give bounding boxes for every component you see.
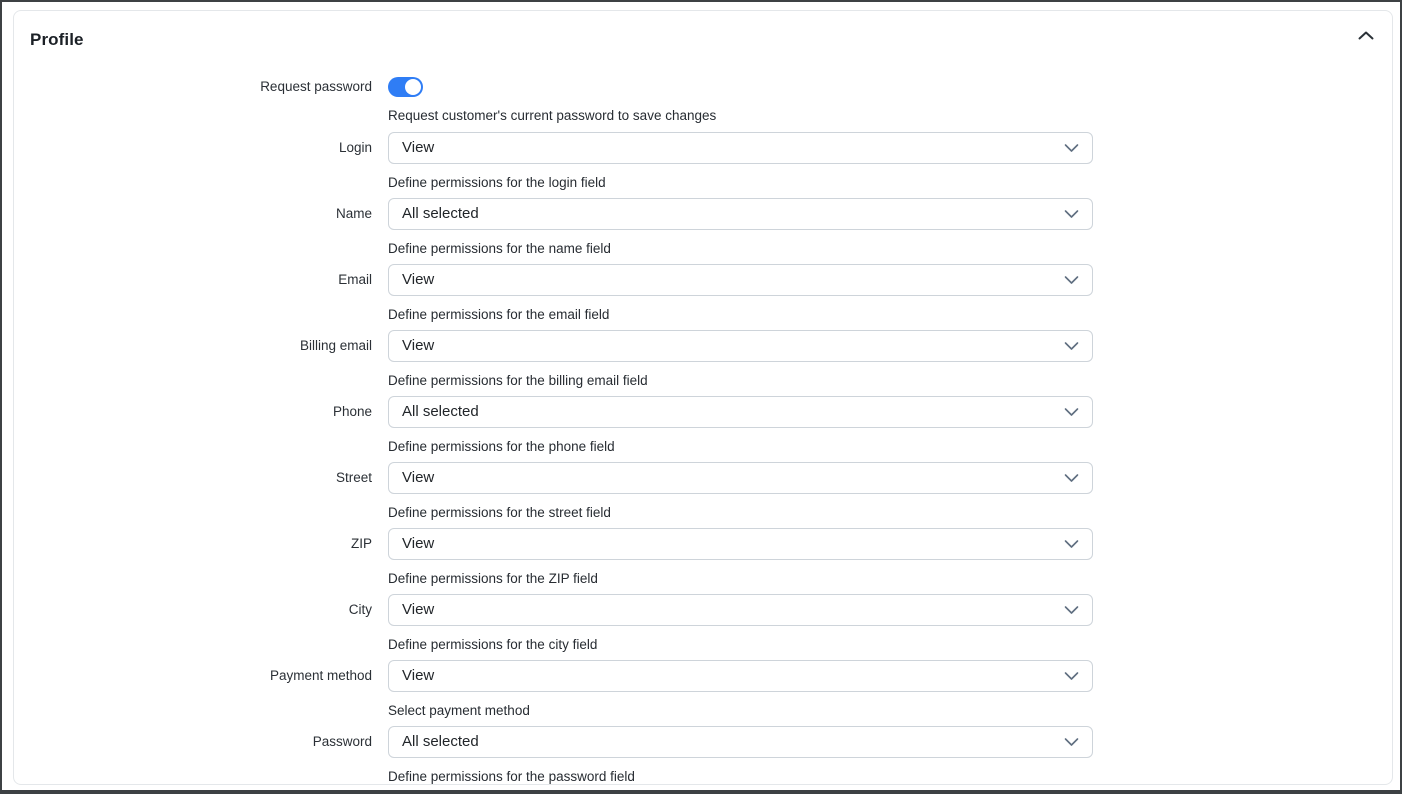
field-rows [14,132,1392,785]
select-email[interactable] [388,264,1093,296]
field-help: Define permissions for the city field [388,637,598,652]
select-value: All selected [402,403,479,420]
field-label: Billing email [299,338,372,353]
select-login[interactable] [388,132,1093,164]
select-value: View [402,271,435,288]
select-payment-method[interactable] [388,660,1093,692]
field-help: Define permissions for the phone field [388,439,615,454]
toggle-knob [405,79,421,95]
chevron-down-icon [1064,341,1079,351]
chevron-down-icon [1064,539,1079,549]
select-value: View [402,667,435,684]
profile-panel [13,10,1393,785]
select-name[interactable] [388,198,1093,230]
collapse-panel-button[interactable] [1356,28,1376,43]
field-row [14,264,1392,323]
select-value: View [402,337,435,354]
select-password[interactable] [388,726,1093,758]
panel-header [14,11,1392,50]
chevron-down-icon [1064,407,1079,417]
field-row [14,396,1392,455]
select-billing-email[interactable] [388,330,1093,362]
field-help: Define permissions for the password field [388,769,635,784]
request-password-row [14,77,1392,124]
field-label: Password [312,734,372,749]
chevron-down-icon [1064,275,1079,285]
field-help: Define permissions for the street field [388,505,611,520]
field-row [14,594,1392,653]
request-password-help: Request customer's current password to save changes [388,108,717,123]
chevron-down-icon [1064,737,1079,747]
chevron-down-icon [1064,671,1079,681]
field-help: Select payment method [388,703,530,718]
field-row [14,330,1392,389]
field-label: Street [335,470,372,485]
select-value: All selected [402,733,479,750]
select-value: View [402,139,435,156]
field-row [14,528,1392,587]
field-row [14,660,1392,719]
field-help: Define permissions for the ZIP field [388,571,598,586]
select-value: View [402,535,435,552]
chevron-down-icon [1064,209,1079,219]
field-help: Define permissions for the login field [388,175,606,190]
field-label: ZIP [350,536,372,551]
chevron-down-icon [1064,143,1079,153]
select-value: View [402,601,435,618]
field-help: Define permissions for the name field [388,241,611,256]
field-help: Define permissions for the email field [388,307,610,322]
chevron-up-icon [1358,29,1374,44]
field-label: Phone [332,404,372,419]
field-help: Define permissions for the billing email field [388,373,648,388]
field-row [14,462,1392,521]
select-value: All selected [402,205,479,222]
chevron-down-icon [1064,473,1079,483]
panel-title: Profile [30,30,84,49]
field-label: City [348,602,372,617]
request-password-label: Request password [260,79,372,94]
field-label: Login [338,140,372,155]
field-label: Name [335,206,372,221]
field-label: Payment method [269,668,372,683]
field-row [14,198,1392,257]
select-zip[interactable] [388,528,1093,560]
field-row [14,132,1392,191]
select-phone[interactable] [388,396,1093,428]
select-street[interactable] [388,462,1093,494]
field-label: Email [338,272,372,287]
field-row [14,726,1392,785]
select-city[interactable] [388,594,1093,626]
request-password-toggle[interactable] [388,77,423,97]
profile-form [14,77,1392,785]
select-value: View [402,469,435,486]
chevron-down-icon [1064,605,1079,615]
